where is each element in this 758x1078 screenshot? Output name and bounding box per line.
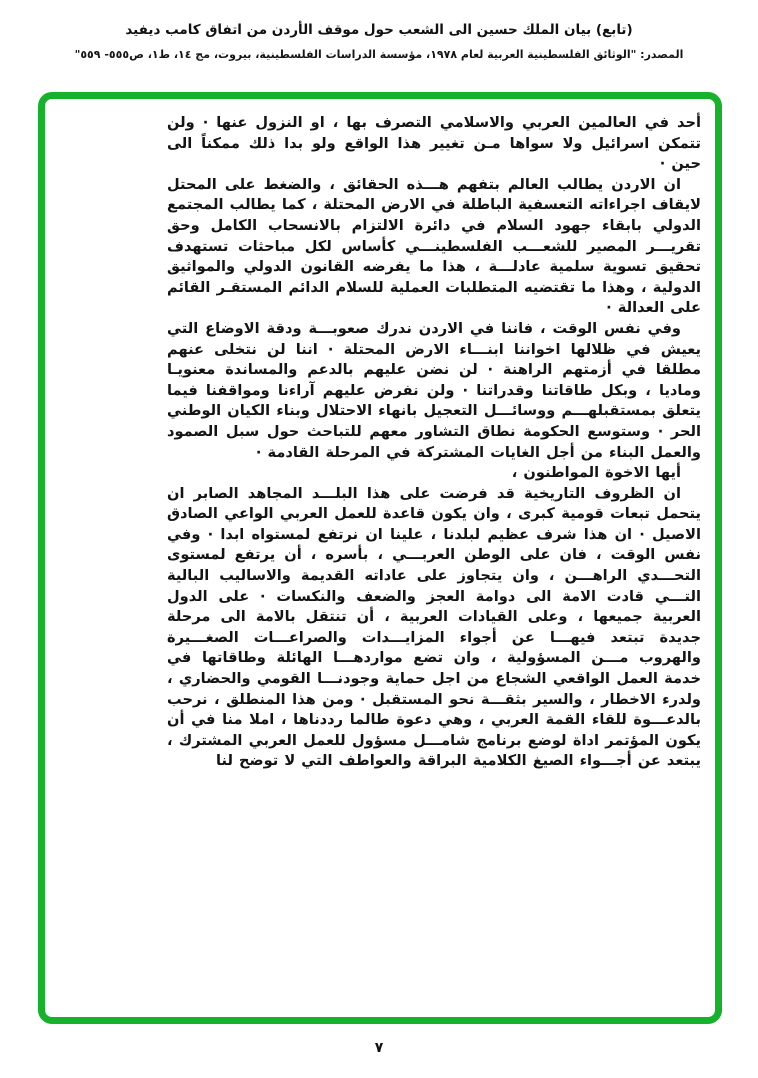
body-paragraph-continuation: أحد في العالمين العربي والاسلامي التصرف بها ، او النزول عنها · ولن تتمكن اسرائيل ولا سواها مـن تغيير هذا الواقع ولو بدا ذلك ممكناً الى حين · [167,114,701,173]
body-paragraph-salutation: أيها الاخوة المواطنون ، [511,464,681,482]
page-number: ٧ [374,1040,384,1056]
green-border-frame [38,92,722,1024]
document-source-citation: المصدر: "الوثائق الفلسطينية العربية لعام ١٩٧٨، مؤسسة الدراسات الفلسطينية، بيروت، مج ١٤، ط١، ص٥٥٥- ٥٥٩" [74,48,684,61]
body-paragraph: ان الاردن يطالب العالم بتفهم هـــذه الحقائق ، والضغط على المحتل لايقاف اجراءاته التعسفية الباطلة في الارض المحتلة ، كما يطالب المجتمع الدولي بابقاء جهود السلام في دائرة الالتزام بالانسحاب الكامل وحق تقريـــر المصير للشعـــب الفلسطينـــي كأساس لكل مباحثات تستهدف تحقيق تسوية سلمية عادلـــة ، هذا ما يفرضه القانون الدولي والمواثيق الدولية ، وهذا ما تقتضيه المتطلبات العملية للسلام الدائم المستقـر القائم على العدالة · [167,175,701,317]
document-title: (تابع) بيان الملك حسين الى الشعب حول موقف الأردن من اتفاق كامب ديفيد [125,22,633,38]
page-header [0,20,758,63]
body-paragraph: وفي نفس الوقت ، فاننا في الاردن ندرك صعوبـــة ودقة الاوضاع التي يعيش في ظلالها اخواننا ابنـــاء الارض المحتلة · اننا لن نتخلى عنهم مطلقا في أزمتهم الراهنة · لن نضن عليهم بالدعم والمساندة معنويـا وماديا ، وبكل طاقاتنا وقدراتنا · ولن نفرض عليهم آراءنا ومواقفنا فيما يتعلق بمستقبلهـــم ووسائـــل التعجيل بانهاء الاحتلال وبناء الكيان الوطني الحر · وستوسع الحكومة نطاق التشاور معهم للتباحث حول سبل الصمود والعمل البناء من أجل الغايات المشتركة في المرحلة القادمة · [167,319,701,461]
body-paragraph: ان الظروف التاريخية قد فرضت على هذا البلـــد المجاهد الصابر ان يتحمل تبعات قومية كبرى ، وان يكون قاعدة للعمل العربي الواعي الصادق الاصيل · ان هذا شرف عظيم لبلدنا ، علينا ان نرتفع لمستواه ابدا · وفي نفس الوقت ، فان على الوطن العربـــي ، بأسره ، أن يرتفع لمستوى التحـــدي الراهـــن ، وان يتجاوز على عاداته القديمة والاساليب البالية التـــي قادت الامة الى دوامة العجز والضعف والنكسات · على الدول العربية جميعها ، وعلى القيادات العربية ، أن تنتقل بالامة الى مرحلة جديدة تبتعد فيهـــا عن أجواء المزايـــدات والصراعـــات الصغـــيرة والهروب مـــن المسؤولية ، وان تضع مواردهـــا الهائلة وطاقاتها في خدمة العمل الواقعي الشجاع من اجل حماية وجودنـــا القومي والحضاري ، ولدرء الاخطار ، والسير بثقـــة نحو المستقبل · ومن هذا المنطلق ، نرحب بالدعـــوة للقاء القمة العربي ، وهي دعوة طالما رددناها ، املا منا في أن يكون المؤتمر اداة لوضع برنامج شامـــل مسؤول للعمل العربي المشترك ، يبتعد عن أجـــواء الصيغ الكلامية البراقة والعواطف التي لا توضح لنا [167,484,701,770]
document-body-text [167,113,701,772]
